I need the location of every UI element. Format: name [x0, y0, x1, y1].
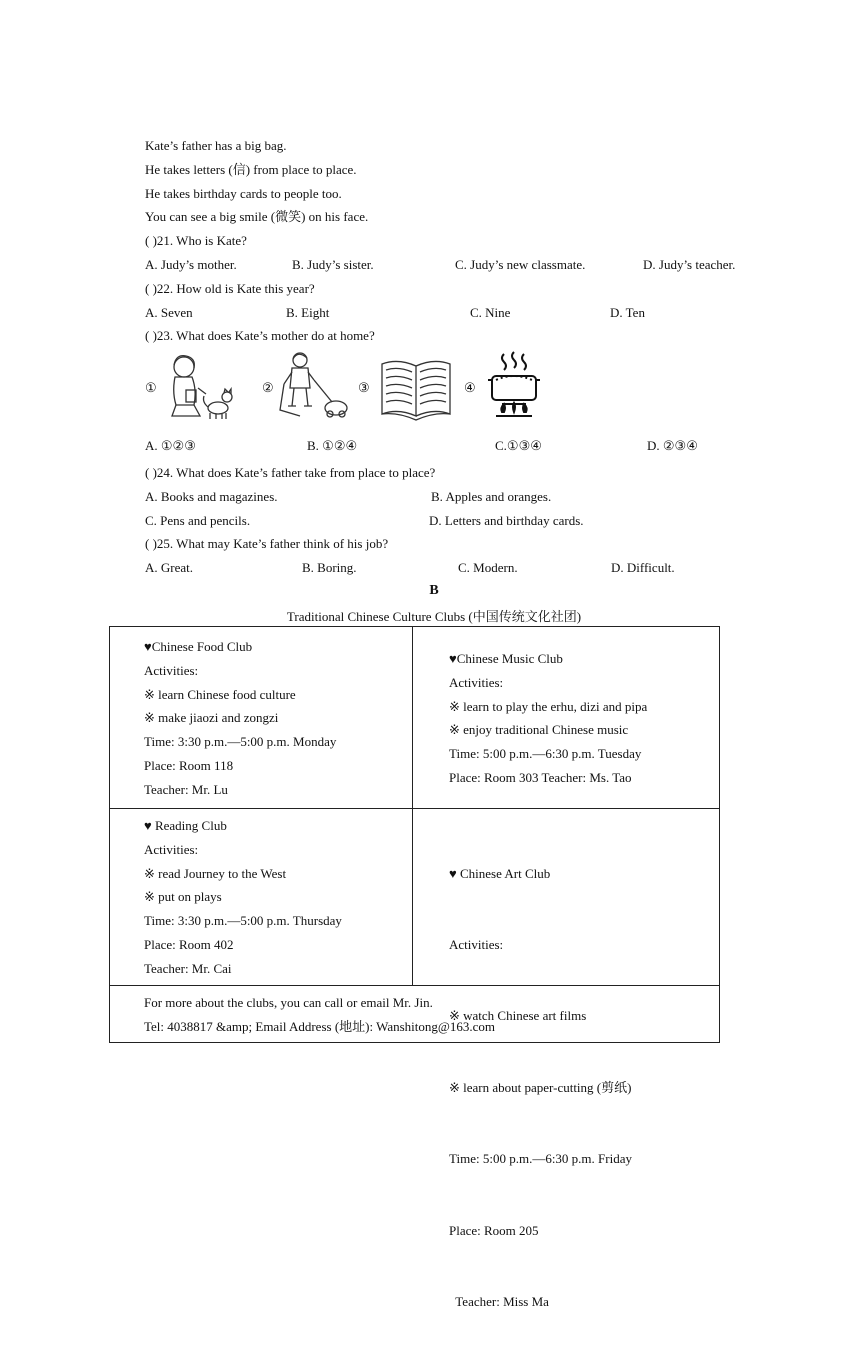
club-time: Time: 5:00 p.m.—6:30 p.m. Tuesday [449, 746, 642, 762]
question-24: ( )24. What does Kate’s father take from place to place? [145, 465, 436, 480]
question-25: ( )25. What may Kate’s father think of his job? [145, 536, 389, 551]
club-cell-chinese-food [144, 635, 336, 802]
table-row-divider [110, 808, 719, 809]
q25-option-b: B. Boring. [302, 560, 357, 575]
club-place: Place: Room 118 [144, 757, 234, 773]
q23-option-c: C.①③④ [495, 438, 542, 453]
clubs-table-title: Traditional Chinese Culture Clubs (中国传统文化社团) [286, 609, 582, 624]
q21-option-b: B. Judy’s sister. [292, 257, 374, 272]
girl-feeding-cat-icon [164, 350, 236, 422]
club-name: ♥ Chinese Art Club [449, 865, 551, 881]
club-time: Time: 3:30 p.m.—5:00 p.m. Monday [144, 734, 337, 750]
club-activities-label: Activities: [144, 662, 199, 678]
question-23: ( )23. What does Kate’s mother do at home? [145, 328, 375, 343]
club-activity: ※ learn to play the erhu, dizi and pipa [449, 698, 648, 714]
club-activities-label: Activities: [449, 674, 504, 690]
club-activity: ※ put on plays [144, 889, 222, 905]
club-name: ♥Chinese Food Club [144, 639, 253, 654]
club-teacher: Teacher: Mr. Lu [144, 781, 228, 797]
club-activity: ※ enjoy traditional Chinese music [449, 722, 629, 738]
passage-line: You can see a big smile (微笑) on his face. [145, 209, 369, 224]
open-book-icon [378, 350, 454, 422]
club-activities-label: Activities: [144, 841, 199, 857]
picture-label: ④ [464, 380, 476, 395]
club-place: Place: Room 205 [449, 1222, 539, 1238]
q24-option-c: C. Pens and pencils. [145, 513, 251, 528]
q22-option-d: D. Ten [610, 305, 645, 320]
picture-label: ② [262, 380, 274, 395]
club-cell-chinese-art [449, 814, 632, 1361]
picture-label: ① [145, 380, 157, 395]
passage-line: He takes letters (信) from place to place. [145, 162, 357, 177]
q22-option-c: C. Nine [470, 305, 511, 320]
contact-details: Tel: 4038817 &amp; Email Address (地址): Wanshitong@163.com [144, 1018, 495, 1034]
clubs-table [109, 626, 720, 1309]
club-activity: ※ learn Chinese food culture [144, 686, 296, 702]
table-column-divider [412, 627, 413, 985]
q24-option-b: B. Apples and oranges. [431, 489, 552, 504]
person-vacuuming-icon [278, 350, 352, 422]
q23-option-a: A. ①②③ [145, 438, 196, 453]
section-b-letter: B [429, 583, 439, 598]
club-activity: ※ read Journey to the West [144, 865, 287, 881]
q23-picture-row [140, 350, 560, 430]
club-activities-label: Activities: [449, 936, 504, 952]
club-activity: ※ watch Chinese art films [449, 1008, 587, 1024]
cooking-pot-icon [484, 350, 544, 422]
question-22: ( )22. How old is Kate this year? [145, 281, 315, 296]
passage-line: Kate’s father has a big bag. [145, 138, 287, 153]
q21-option-c: C. Judy’s new classmate. [455, 257, 586, 272]
club-activity: ※ make jiaozi and zongzi [144, 710, 279, 726]
q22-option-b: B. Eight [286, 305, 330, 320]
picture-label: ③ [358, 380, 370, 395]
contact-note: For more about the clubs, you can call or email Mr. Jin. [144, 995, 433, 1010]
club-time: Time: 3:30 p.m.—5:00 p.m. Thursday [144, 913, 342, 929]
q24-option-a: A. Books and magazines. [145, 489, 278, 504]
q25-option-a: A. Great. [145, 560, 194, 575]
q21-option-a: A. Judy’s mother. [145, 257, 237, 272]
question-21: ( )21. Who is Kate? [145, 233, 247, 248]
club-cell-reading [144, 814, 342, 981]
q25-option-c: C. Modern. [458, 560, 518, 575]
club-name: ♥ Reading Club [144, 818, 227, 833]
q25-option-d: D. Difficult. [611, 560, 675, 575]
club-activity: ※ learn about paper-cutting (剪纸) [449, 1079, 632, 1095]
q23-option-b: B. ①②④ [307, 438, 358, 453]
q21-option-d: D. Judy’s teacher. [643, 257, 736, 272]
club-place: Place: Room 402 [144, 936, 234, 952]
q23-option-d: D. ②③④ [647, 438, 698, 453]
clubs-contact-footer [144, 991, 495, 1039]
club-teacher: Teacher: Mr. Cai [144, 960, 232, 976]
club-teacher: Teacher: Miss Ma [449, 1293, 549, 1309]
club-place-teacher: Place: Room 303 Teacher: Ms. Tao [449, 769, 632, 785]
club-time: Time: 5:00 p.m.—6:30 p.m. Friday [449, 1151, 632, 1167]
q22-option-a: A. Seven [145, 305, 193, 320]
club-name: ♥Chinese Music Club [449, 651, 563, 666]
club-cell-chinese-music [449, 647, 647, 790]
q24-option-d: D. Letters and birthday cards. [429, 513, 584, 528]
passage-line: He takes birthday cards to people too. [145, 186, 342, 201]
